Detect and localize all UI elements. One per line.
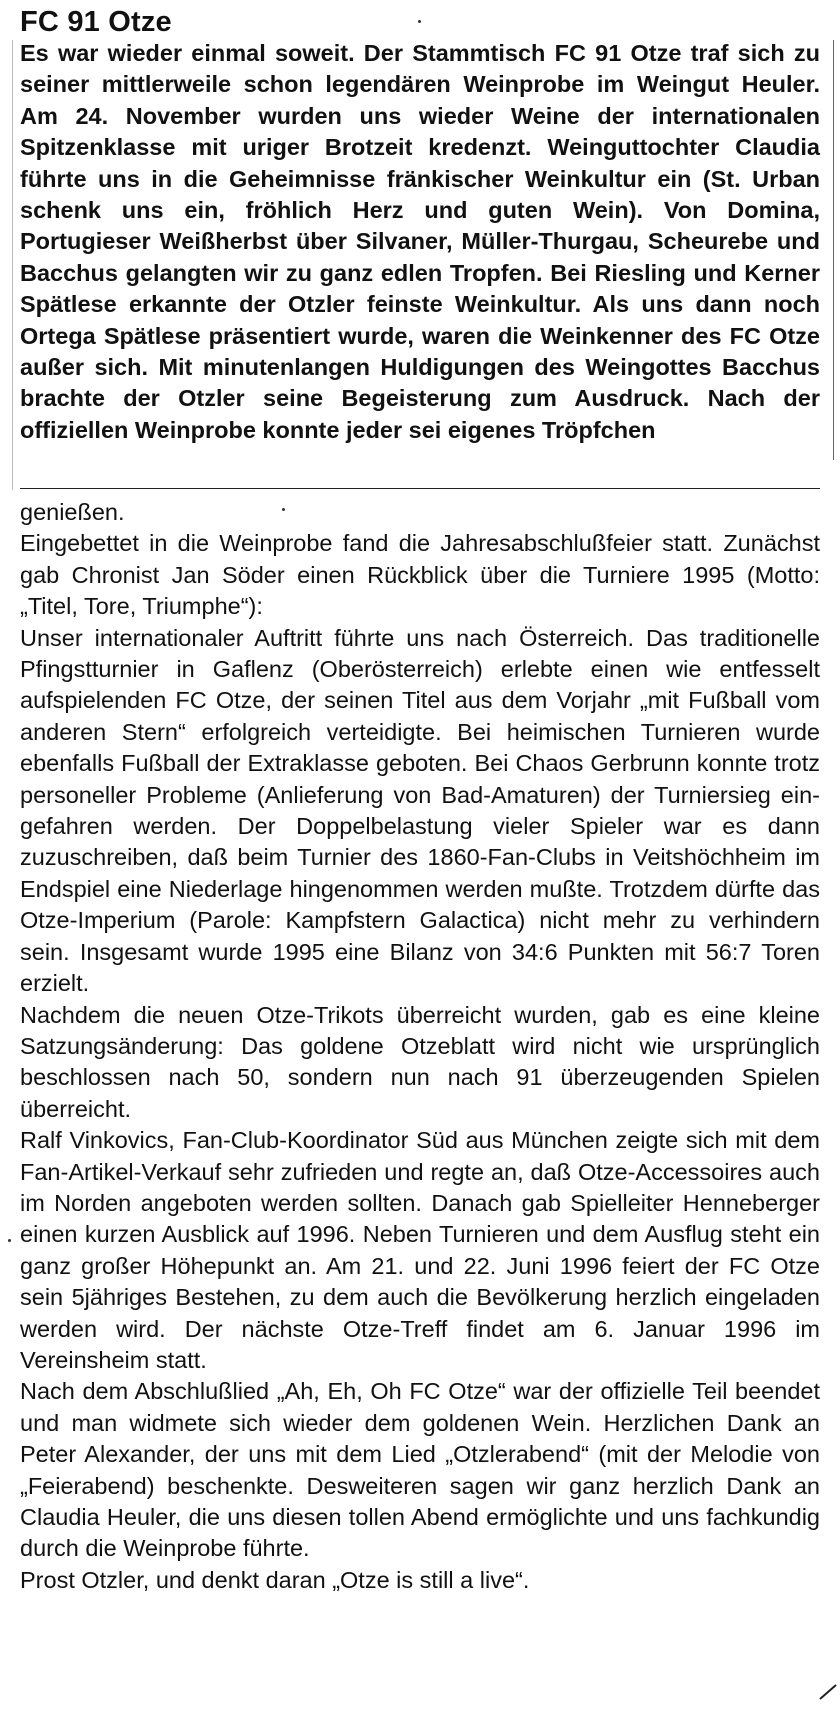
article-title: FC 91 Otze (20, 6, 172, 38)
scan-corner-mark (818, 1683, 838, 1701)
article-section-2 (20, 497, 820, 1596)
paragraph: Es war wieder einmal soweit. Der Stammtisch FC 91 Otze traf sich zu seiner mittlerweile schon legendären Weinprobe im Weingut Heuler. Am 24. November wurden uns wieder Weine der internationalen Spitzenklasse mit uriger Brotzeit kredenzt. Weinguttochter Claudia führte uns in die Geheimnisse fränkischer Weinkultur ein (St. Urban schenk uns ein, fröhlich Herz und guten Wein). Von Domina, Portugieser Weißherbst über Silvaner, Müller-Thurgau, Scheurebe und Bacchus gelangten wir zu ganz edlen Tropfen. Bei Riesling und Kerner Spätlese erkannte der Otzler feinste Weinkultur. Als uns dann noch Ortega Spätlese präsentiert wurde, waren die Weinkenner des FC Otze außer sich. Mit minutenlangen Huldigungen des Weingottes Bacchus brachte der Otzler seine Begeisterung zum Ausdruck. Nach der offiziellen Weinprobe konnte jeder sei eigenes Tröpfchen (20, 40, 820, 443)
scan-edge-right (833, 40, 834, 460)
paragraph: Prost Otzler, und denkt daran „Otze is still a live“. (20, 1566, 530, 1593)
scan-edge-left (12, 40, 13, 490)
paragraph: Ralf Vinkovics, Fan-Club-Koordinator Süd aus München zeigte sich mit dem Fan-Artikel-Verkauf sehr zufrieden und regte an, daß Otze-Accessoires auch im Norden angeboten werden sollten. Danach gab Spielleiter Henneberger einen kurzen Ausblick auf 1996. Neben Turnieren und dem Ausflug steht ein ganz großer Höhepunkt an. Am 21. und 22. Juni 1996 feiert der FC Otze sein 5jähriges Bestehen, zu dem auch die Bevölkerung herzlich eingeladen werden wird. Der nächste Otze-Treff findet am 6. Januar 1996 im Vereinsheim statt. (20, 1127, 820, 1373)
paragraph: Unser internationaler Auftritt führte uns nach Österreich. Das traditionelle Pfingstturnier in Gaflenz (Oberösterreich) erlebte einen wie entfesselt aufspielenden FC Otze, der seinen Titel aus dem Vorjahr „mit Fußball vom anderen Stern“ erfolgreich verteidigte. Bei heimischen Turnieren wurde ebenfalls Fußball der Extraklasse geboten. Bei Chaos Gerbrunn konnte trotz personeller Probleme (Anlieferung von Bad-Amaturen) der Turniersieg eingefahren werden. Der Doppelbelastung vieler Spieler war es dann zuzuschreiben, daß beim Turnier des 1860-Fan-Clubs in Veitshöchheim im Endspiel eine Niederlage hingenommen werden mußte. Trotzdem dürfte das Otze-Imperium (Parole: Kampfstern Galactica) nicht mehr zu verhindern sein. Insgesamt wurde 1995 eine Bilanz von 34:6 Punkten mit 56:7 Toren erzielt. (20, 624, 820, 997)
scan-speck (282, 508, 285, 511)
scan-speck (418, 20, 421, 23)
paragraph: Nachdem die neuen Otze-Trikots überreicht wurden, gab es eine kleine Satzungsänderung: Das goldene Otzeblatt wird nicht wie ursprünglich beschlossen nach 50, sondern nun nach 91 überzeugenden Spielen überreicht. (20, 1001, 820, 1122)
column-break-rule (20, 488, 820, 489)
paragraph: Nach dem Abschlußlied „Ah, Eh, Oh FC Otze“ war der offizielle Teil beendet und man widmete sich wieder dem goldenen Wein. Herzlichen Dank an Peter Alexander, der uns mit dem Lied „Otzlerabend“ (mit der Melodie von „Feierabend) beschenkte. Desweiteren sagen wir ganz herzlich Dank an Claudia Heuler, die uns diesen tollen Abend ermöglichte und uns fachkundig durch die Weinprobe führte. (20, 1378, 820, 1562)
paragraph: Eingebettet in die Weinprobe fand die Jahresabschlußfeier statt. Zunächst gab Chronist Jan Söder einen Rückblick über die Turniere 1995 (Motto: „Titel, Tore, Triumphe“): (20, 530, 820, 620)
article-section-1 (20, 38, 820, 446)
paragraph: genießen. (20, 499, 125, 525)
scan-speck (8, 1239, 11, 1242)
